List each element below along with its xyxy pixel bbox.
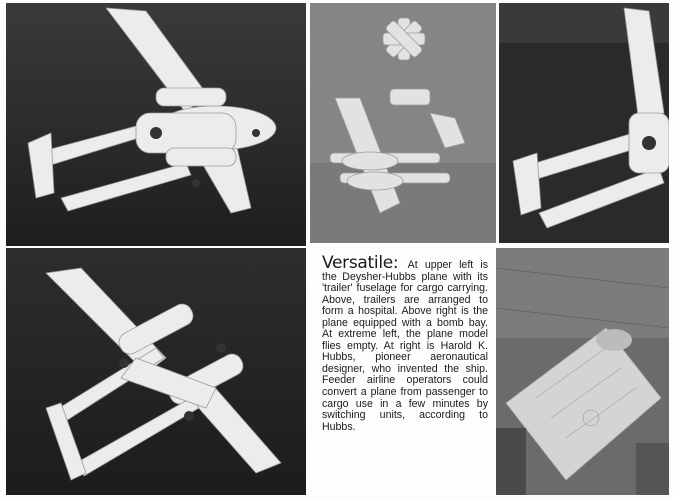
caption-body: At upper left is the Deysher-Hubbs plane with its 'trailer' fuselage for cargo carrying. Above, trailers are arranged to form a hospital. Above right is the plane equipped with a bomb bay. At extreme left, the plane model flies empty. At right is Harold K. Hubbs, pioneer aeronautical designer, who invented the ship. Feeder airline operators could convert a plane from passenger to cargo use in a few minutes by switching units, according to Hubbs.: [322, 259, 489, 433]
photo-plane-empty: [6, 248, 306, 495]
photo-plane-with-trailer: [6, 3, 306, 246]
caption-lead: Versatile:: [322, 253, 408, 273]
caption: [322, 253, 489, 433]
photo-hospital-trailers: [310, 3, 496, 243]
photo-harold-hubbs-drafting: [496, 248, 669, 495]
photo-plane-bomb-bay: [499, 3, 669, 243]
